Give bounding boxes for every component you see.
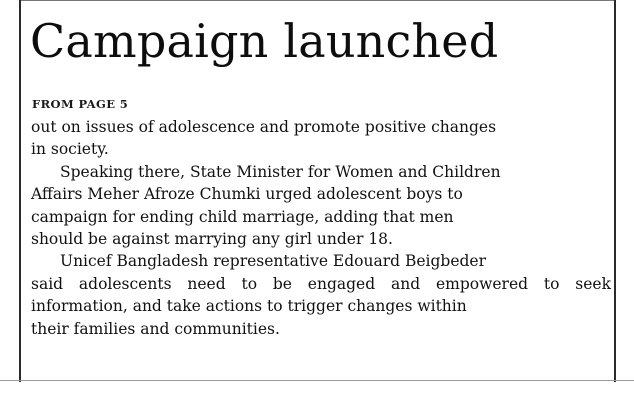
article-line: their families and communities. (31, 319, 280, 338)
article-line: Unicef Bangladesh representative Edouard Beigbeder (60, 252, 487, 271)
column-left-rule (19, 0, 21, 382)
article-line: campaign for ending child marriage, adding that men (31, 207, 454, 226)
article-paragraph (31, 116, 611, 161)
jump-line: FROM PAGE 5 (32, 97, 129, 111)
article-line: should be against marrying any girl under 18. (31, 230, 393, 249)
article-line: said adolescents need to be engaged and empowered to seek (31, 274, 611, 293)
article-paragraph (31, 250, 611, 340)
column-bottom-rule (0, 380, 634, 381)
article-paragraph (31, 161, 611, 251)
article-body (31, 116, 611, 340)
article-line: information, and take actions to trigger changes within (31, 297, 467, 316)
article-line: in society. (31, 140, 109, 159)
article-line: Speaking there, State Minister for Women and Children (60, 162, 501, 181)
article-line: out on issues of adolescence and promote positive changes (31, 118, 497, 136)
column-top-rule (19, 0, 616, 1)
column-right-rule (614, 0, 616, 382)
article-line: Affairs Meher Afroze Chumki urged adolescent boys to (31, 185, 463, 204)
article-headline: Campaign launched (30, 14, 499, 68)
